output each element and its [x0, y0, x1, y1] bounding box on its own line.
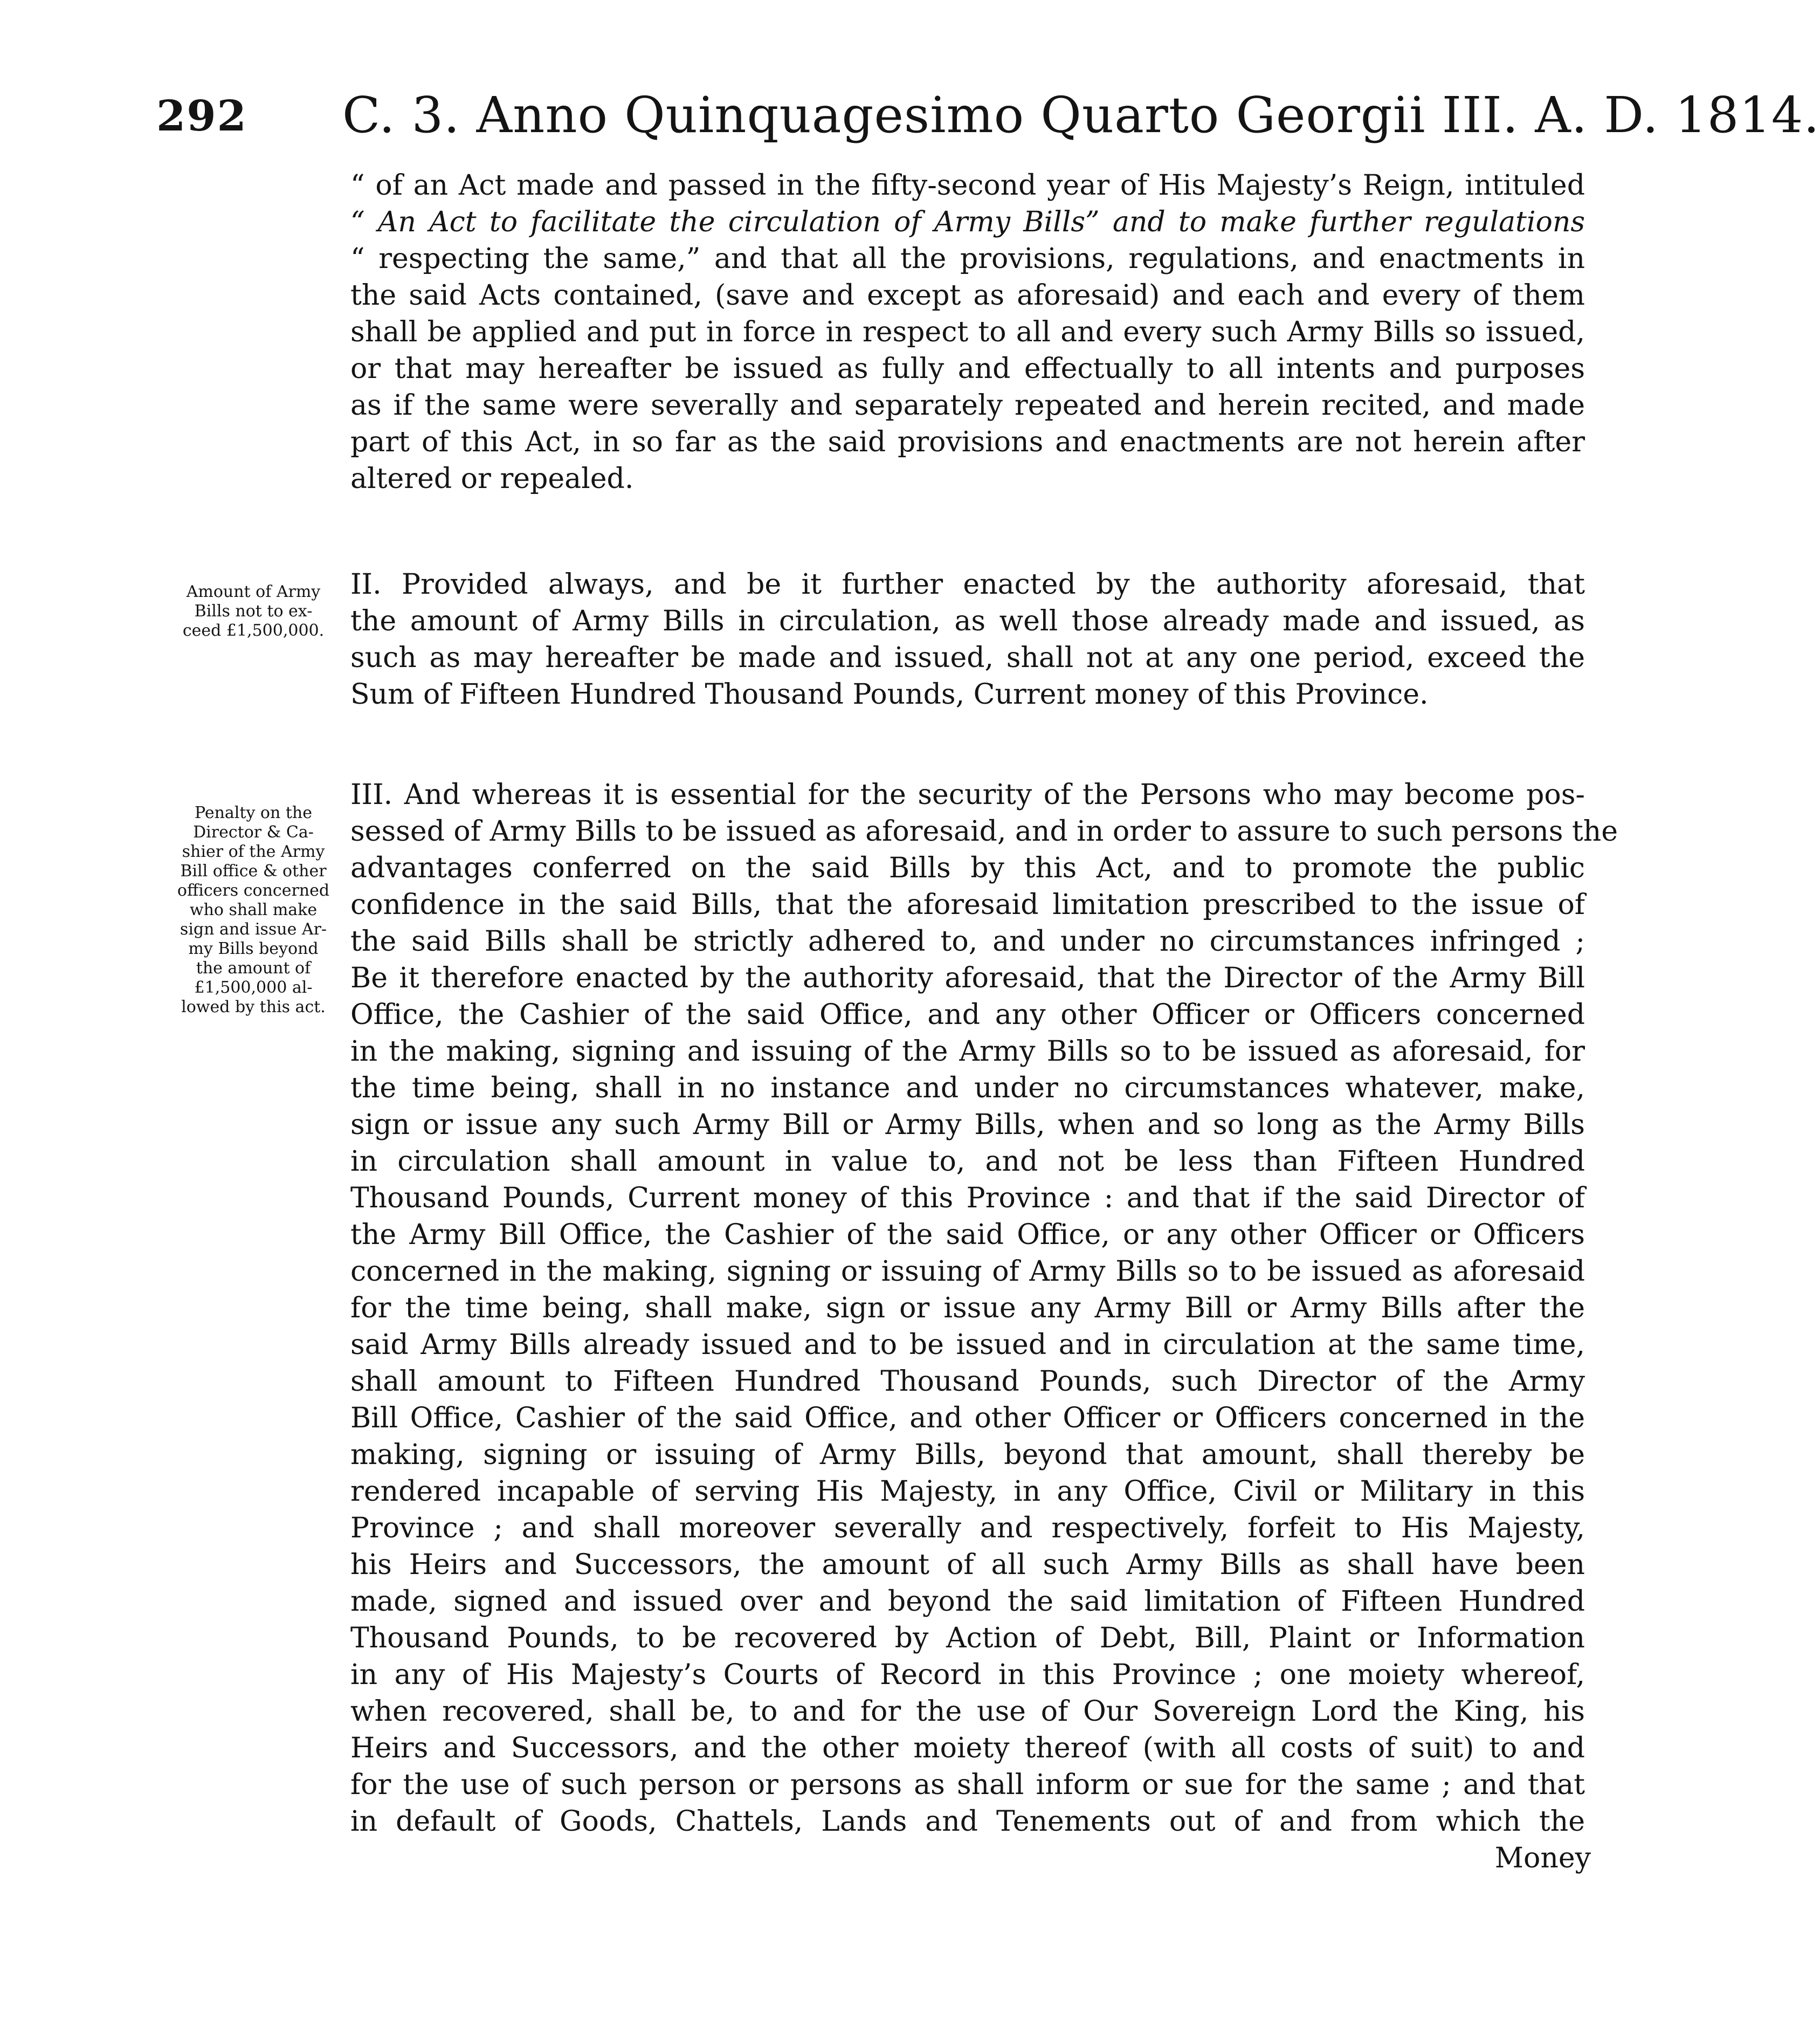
text-line: the said Bills shall be strictly adhered to, and under no circumstances infringed ; — [350, 925, 1585, 958]
margin-note-line: Director & Ca- — [193, 823, 314, 842]
margin-note-line: my Bills beyond — [188, 939, 319, 958]
text-line: in default of Goods, Chattels, Lands and Tenements out of and from which the — [350, 1805, 1585, 1838]
text-line: Thousand Pounds, Current money of this Province : and that if the said Director of — [350, 1182, 1585, 1214]
margin-note-line: who shall make — [189, 901, 318, 919]
margin-note-line: sign and issue Ar- — [180, 920, 327, 939]
margin-note-line: Penalty on the — [195, 803, 312, 822]
margin-note-line: officers concerned — [177, 881, 330, 900]
text-line: the amount of Army Bills in circulation, as well those already made and issued, as — [350, 605, 1585, 637]
text-line: sessed of Army Bills to be issued as aforesaid, and in order to assure to such persons the — [350, 815, 1618, 848]
margin-note-line: Bills not to ex- — [194, 602, 313, 621]
text-line: Be it therefore enacted by the authority aforesaid, that the Director of the Army Bill — [350, 962, 1585, 994]
text-line: his Heirs and Successors, the amount of all such Army Bills as shall have been — [350, 1549, 1585, 1581]
text-line: in the making, signing and issuing of the Army Bills so to be issued as aforesaid, for — [350, 1035, 1585, 1068]
text-line: II. Provided always, and be it further enacted by the authority aforesaid, that — [350, 568, 1585, 601]
running-head: C. 3. Anno Quinquagesimo Quarto Georgii III. A. D. 1814. — [342, 86, 1820, 144]
text-line: shall be applied and put in force in respect to all and every such Army Bills so issued, — [350, 316, 1585, 348]
text-line: the Army Bill Office, the Cashier of the said Office, or any other Officer or Officers — [350, 1219, 1585, 1251]
margin-note-line: Amount of Army — [186, 582, 321, 601]
text-line: Heirs and Successors, and the other moiety thereof (with all costs of suit) to and — [350, 1732, 1585, 1764]
text-line: such as may hereafter be made and issued, shall not at any one period, exceed the — [350, 642, 1585, 674]
text-line: advantages conferred on the said Bills by this Act, and to promote the public — [350, 852, 1585, 884]
margin-note-section-2 — [162, 582, 345, 641]
text-line: making, signing or issuing of Army Bills, beyond that amount, shall thereby be — [350, 1439, 1585, 1471]
text-line: concerned in the making, signing or issuing of Army Bills so to be issued as aforesaid — [350, 1255, 1585, 1288]
text-line: part of this Act, in so far as the said provisions and enactments are not herein after — [350, 426, 1585, 458]
text-line: confidence in the said Bills, that the aforesaid limitation prescribed to the issue of — [350, 889, 1585, 921]
text-line: Bill Office, Cashier of the said Office, and other Officer or Officers concerned in the — [350, 1402, 1585, 1434]
text-line: said Army Bills already issued and to be issued and in circulation at the same time, — [350, 1329, 1585, 1361]
margin-note-line: ceed £1,500,000. — [182, 621, 325, 640]
text-line: Sum of Fifteen Hundred Thousand Pounds, Current money of this Province. — [350, 678, 1429, 711]
text-line: the said Acts contained, (save and except as aforesaid) and each and every of them — [350, 279, 1585, 312]
margin-note-line: Bill office & other — [180, 862, 327, 881]
text-line: or that may hereafter be issued as fully and effectually to all intents and purposes — [350, 353, 1585, 385]
text-line: altered or repealed. — [350, 463, 634, 495]
margin-note-line: £1,500,000 al- — [194, 978, 313, 997]
text-line: in any of His Majesty’s Courts of Record in this Province ; one moiety whereof, — [350, 1659, 1585, 1691]
margin-note-line: lowed by this act. — [181, 998, 326, 1016]
text-line: rendered incapable of serving His Majesty, in any Office, Civil or Military in this — [350, 1475, 1585, 1508]
text-line: Office, the Cashier of the said Office, and any other Officer or Officers concerned — [350, 999, 1585, 1031]
text-line: for the use of such person or persons as shall inform or sue for the same ; and that — [350, 1769, 1585, 1801]
margin-note-line: the amount of — [196, 959, 311, 978]
text-line: “ respecting the same,” and that all the provisions, regulations, and enactments in — [350, 243, 1585, 275]
text-line: made, signed and issued over and beyond the said limitation of Fifteen Hundred — [350, 1585, 1585, 1618]
text-line: shall amount to Fifteen Hundred Thousand Pounds, such Director of the Army — [350, 1365, 1585, 1398]
text-line: as if the same were severally and separately repeated and herein recited, and made — [350, 389, 1585, 422]
page-number: 292 — [156, 92, 247, 141]
text-line: sign or issue any such Army Bill or Army Bills, when and so long as the Army Bills — [350, 1109, 1585, 1141]
text-line: for the time being, shall make, sign or issue any Army Bill or Army Bills after the — [350, 1292, 1585, 1324]
text-line: “ of an Act made and passed in the fifty-second year of His Majesty’s Reign, intituled — [350, 169, 1585, 202]
text-line: “ An Act to facilitate the circulation of Army Bills” and to make further regulations — [350, 206, 1585, 238]
text-line: Thousand Pounds, to be recovered by Action of Debt, Bill, Plaint or Information — [350, 1622, 1585, 1654]
text-line: in circulation shall amount in value to, and not be less than Fifteen Hundred — [350, 1145, 1585, 1178]
text-line: Province ; and shall moreover severally and respectively, forfeit to His Majesty, — [350, 1512, 1585, 1544]
text-line: III. And whereas it is essential for the security of the Persons who may become pos- — [350, 779, 1585, 811]
margin-note-section-3 — [162, 803, 345, 1017]
text-line: the time being, shall in no instance and under no circumstances whatever, make, — [350, 1072, 1585, 1104]
page-header — [156, 86, 1820, 151]
margin-note-line: shier of the Army — [182, 842, 325, 861]
text-line: when recovered, shall be, to and for the use of Our Sovereign Lord the King, his — [350, 1695, 1585, 1728]
catchword: Money — [1494, 1842, 1591, 1874]
